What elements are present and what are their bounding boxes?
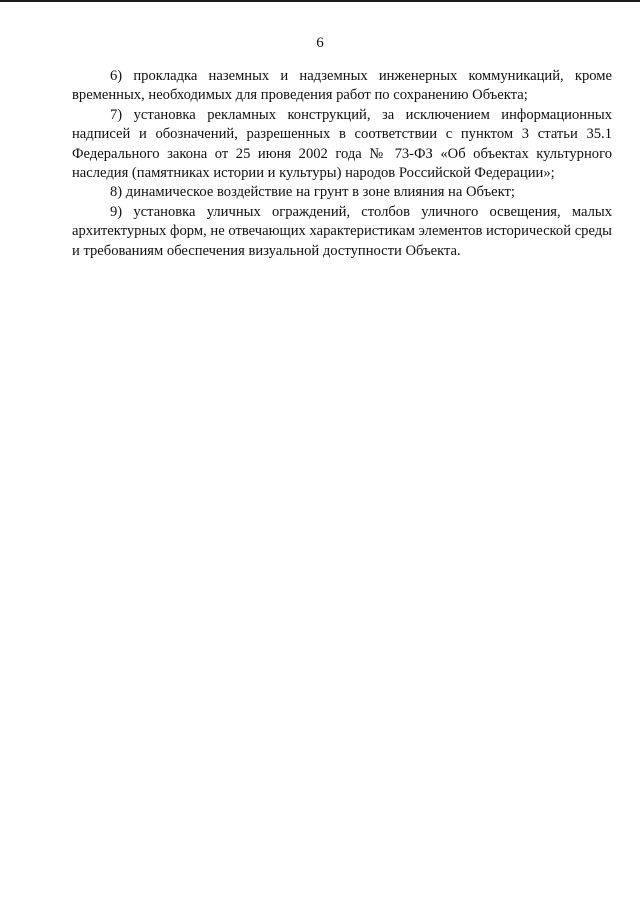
document-body — [72, 67, 612, 261]
paragraph-item-6: 6) прокладка наземных и надземных инженерных коммуникаций, кроме временных, необходимых для проведения работ по сохранению Объекта; — [72, 68, 612, 104]
paragraph-item-7: 7) установка рекламных конструкций, за исключением информационных надписей и обозначений, разрешенных в соответствии с пунктом 3 статьи 35.1 Федерального закона от 25 июня 2002 года № 73-ФЗ «Об объектах культурного наследия (памятниках истории и культуры) народов Российской Федерации»; — [72, 106, 612, 182]
paragraph-item-9: 9) установка уличных ограждений, столбов уличного освещения, малых архитектурных форм, не отвечающих характеристикам элементов исторической среды и требованиям обеспечения визуальной доступности Объекта. — [72, 203, 612, 259]
page-number: 6 — [316, 35, 324, 51]
paragraph-item-8: 8) динамическое воздействие на грунт в зоне влияния на Объект; — [110, 184, 515, 201]
